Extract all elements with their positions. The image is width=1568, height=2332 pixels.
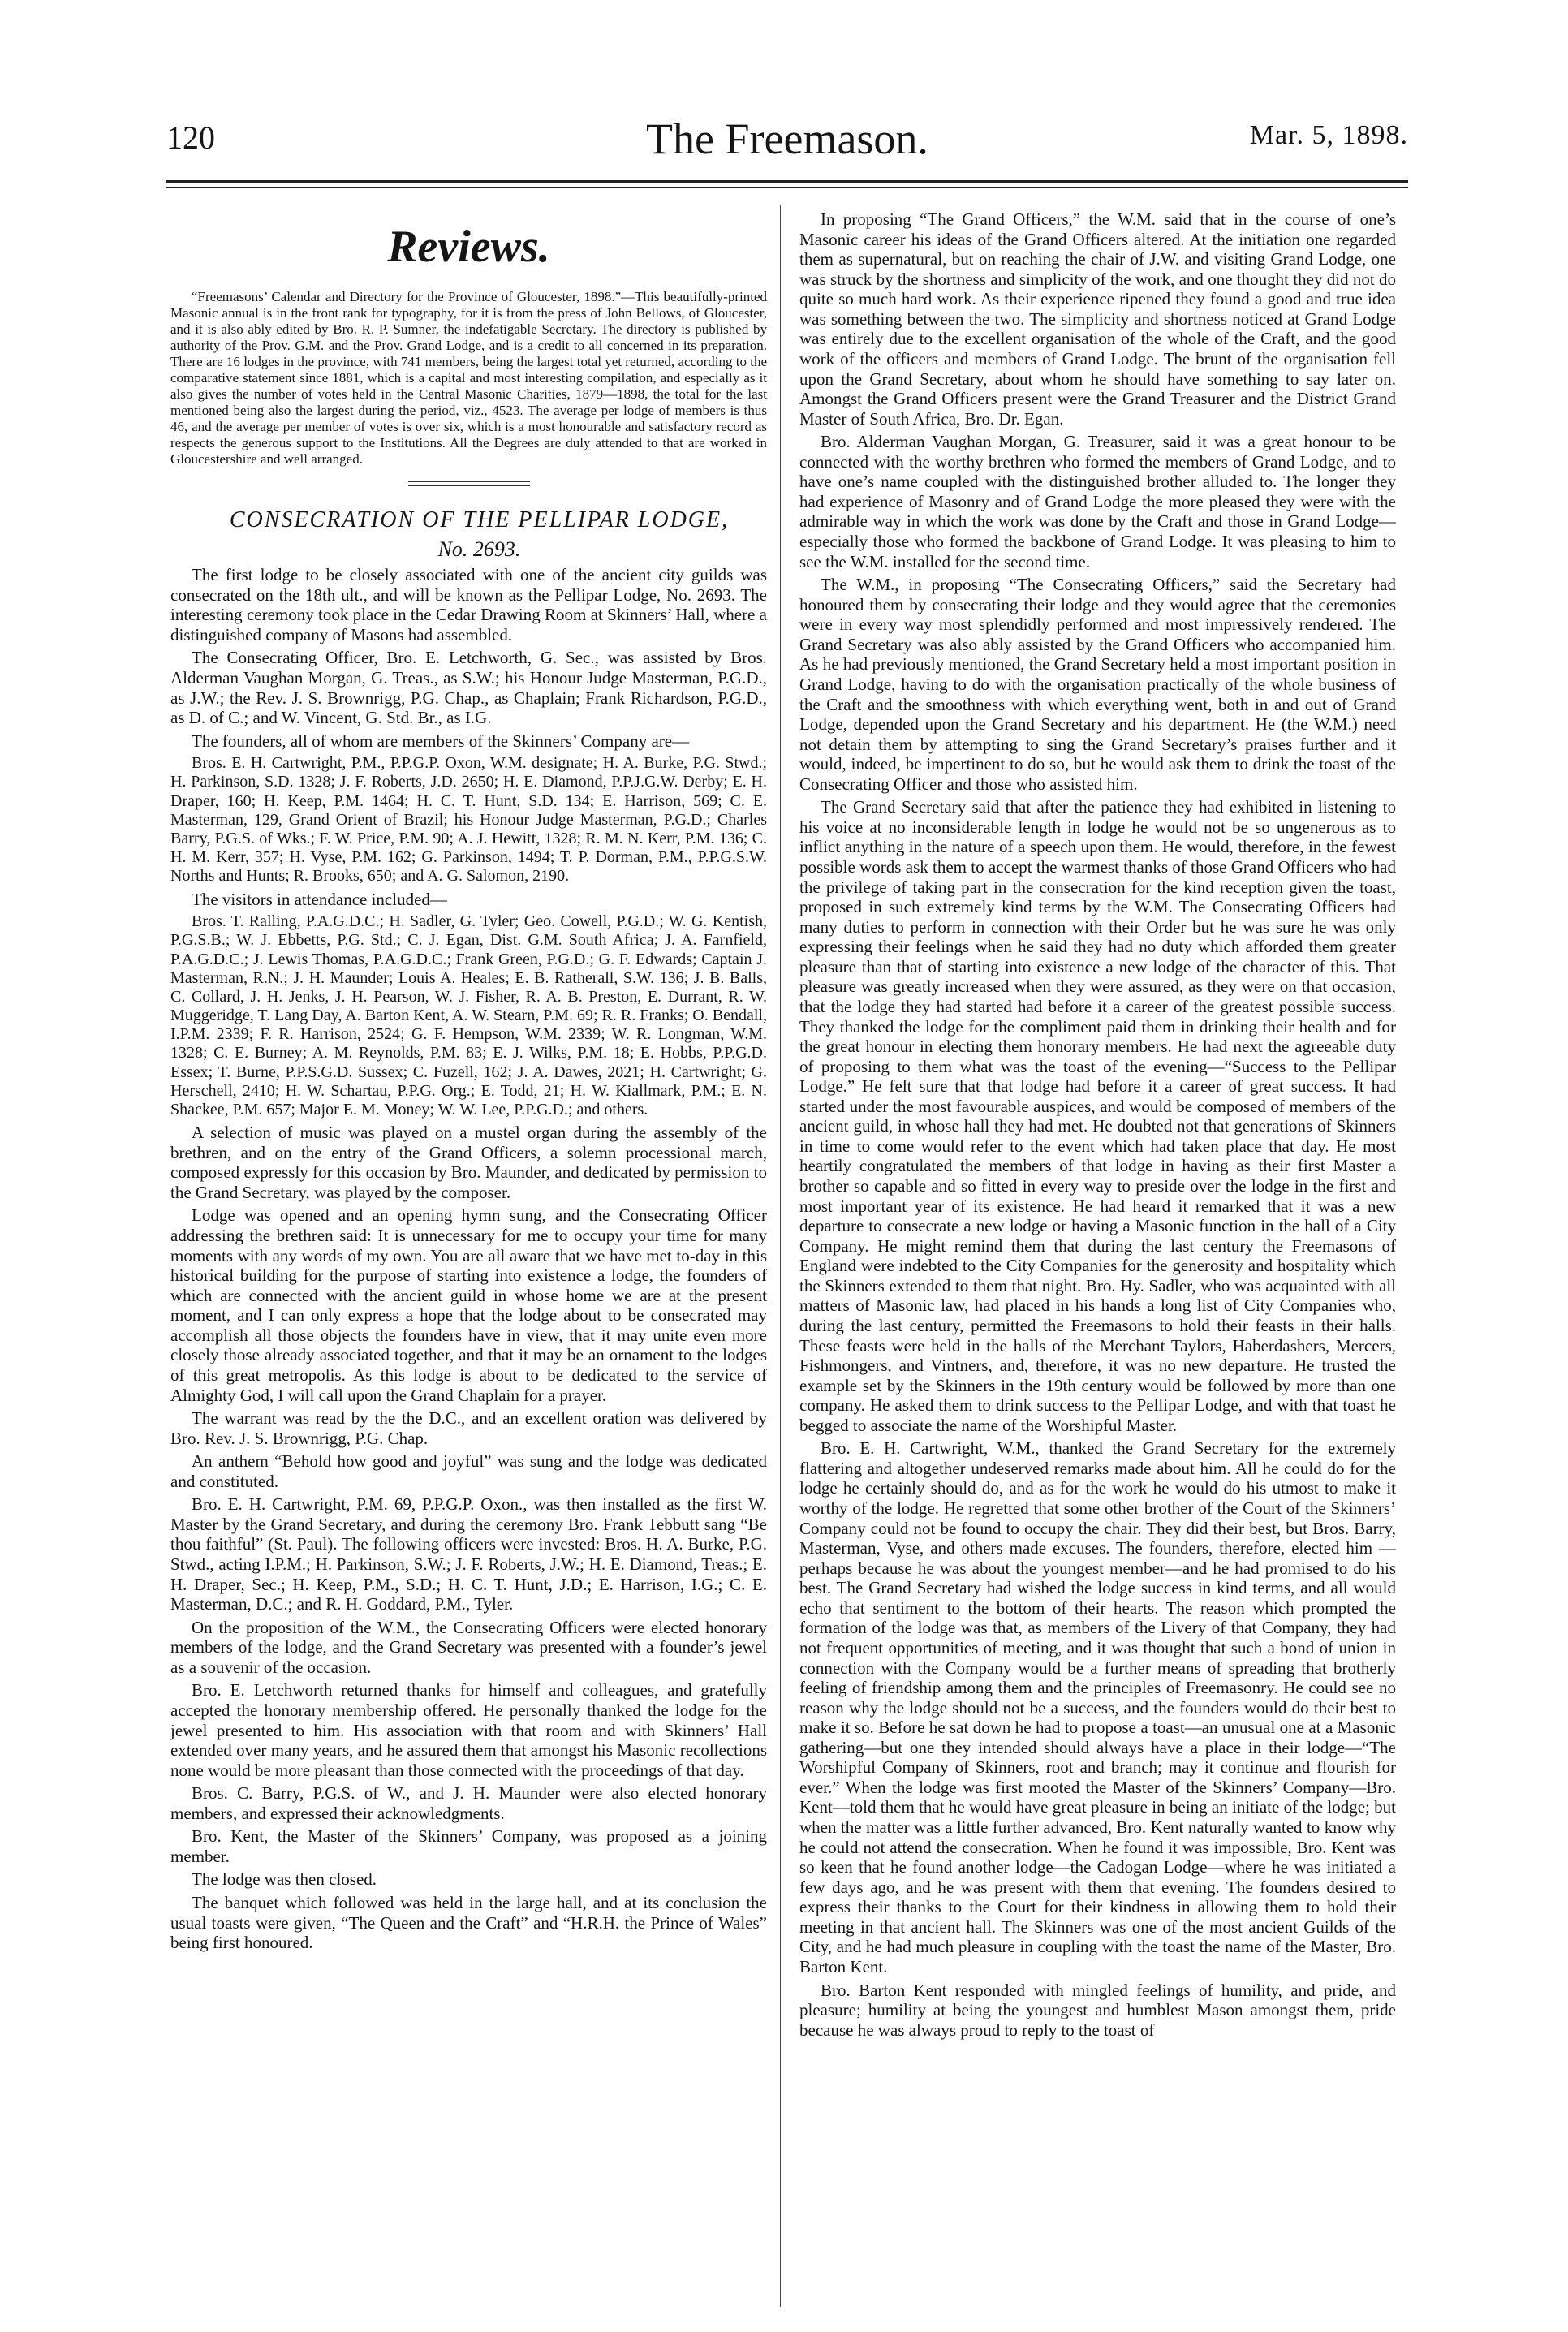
article-paragraph: The banquet which followed was held in the large hall, and at its conclusion the usual toasts were given, “The Queen and the Craft” and “H.R.H. the Prince of Wales” being first honoured. bbox=[170, 1893, 767, 1953]
founders-list: Bros. E. H. Cartwright, P.M., P.P.G.P. Oxon, W.M. designate; H. A. Burke, P.G. Stwd.; H. Parkinson, S.D. 1328; J. F. Roberts, J.D. 2650; H. E. Diamond, P.P.J.G.W. Derby; E. H. Draper, 160; H. Keep, P.M. 1464; H. C. T. Hunt, S.D. 134; E. Harrison, 569; C. E. Masterman, 129, Grand Orient of Brazil; his Honour Judge Masterman, P.G.D.; Charles Barry, P.G.S. of Wks.; F. W. Price, P.M. 90; A. J. Hewitt, 1328; R. M. N. Kerr, P.M. 136; C. H. M. Kerr, 357; H. Vyse, P.M. 162; G. Parkinson, 1494; T. P. Dorman, P.M., P.P.G.S.W. Norths and Hunts; R. Brooks, 650; and A. G. Salomon, 2190. bbox=[170, 754, 767, 886]
article-paragraph: Bro. Kent, the Master of the Skinners’ Company, was proposed as a joining member. bbox=[170, 1826, 767, 1866]
article-paragraph: Bro. E. Letchworth returned thanks for himself and colleagues, and gratefully accepted the honorary membership offered. He personally thanked the lodge for the jewel presented to him. His association with that room and with Skinners’ Hall extended over many years, and he assured them that amongst his Masonic recollections none would be more pleasant than those connected with the proceedings of that day. bbox=[170, 1680, 767, 1780]
article-paragraph: Bro. Alderman Vaughan Morgan, G. Treasurer, said it was a great honour to be connected with the worthy brethren who formed the members of Grand Lodge, and to have one’s name coupled with the distinguished brother alluded to. The longer they had experience of Masonry and of Grand Lodge the more pleased they were with the admirable way in which the work was done by the Craft and those in Grand Lodge—especially those who formed the backbone of Grand Lodge. It was pleasing to him to see the W.M. installed for the second time. bbox=[799, 432, 1396, 571]
article-paragraph: Bros. C. Barry, P.G.S. of W., and J. H. Maunder were also elected honorary members, and expressed their acknowledgments. bbox=[170, 1783, 767, 1823]
article-paragraph: Bro. Barton Kent responded with mingled feelings of humility, and pride, and pleasure; humility at being the youngest and humblest Mason amongst them, pride because he was always proud to reply to the toast of bbox=[799, 1980, 1396, 2040]
masthead-rule-thin bbox=[166, 187, 1408, 188]
review-paragraph: “Freemasons’ Calendar and Directory for the Province of Gloucester, 1898.”—This beautifully-printed Masonic annual is in the front rank for typography, for it is from the press of John Bellows, of Gloucester, and it is also ably edited by Bro. R. P. Sumner, the indefatigable Secretary. The directory is published by authority of the Prov. G.M. and the Prov. Grand Lodge, and is a credit to all concerned in its preparation. There are 16 lodges in the province, with 741 members, being the largest total yet returned, according to the comparative statement since 1881, which is a capital and most interesting compilation, and especially as it also gives the number of votes held in the Central Masonic Charities, 1879—1898, the total for the last mentioned being also the largest during the period, viz., 4523. The average per lodge of members is thus 46, and the average per member of votes is over six, which is a most honourable and satisfactory record as respects the generous support to the Institutions. All the Degrees are duly attended to that are worked in Gloucestershire and well arranged. bbox=[170, 288, 767, 467]
article-paragraph: The founders, all of whom are members of the Skinners’ Company are— bbox=[192, 731, 690, 751]
article-paragraph: The Grand Secretary said that after the patience they had exhibited in listening to his voice at no inconsiderable length in lodge he would not be so ungenerous as to inflict anything in the nature of a speech upon them. He would, therefore, in the fewest possible words ask them to accept the warmest thanks of those Grand Officers who had the privilege of taking part in the consecration for the kind reception given the toast, proposed in such extremely kind terms by the W.M. The Consecrating Officers had many duties to perform in connection with their Order but he was sure he was only expressing their feelings when he said they had no duty which afforded them greater pleasure than that of starting into existence a new lodge of the character of this. That pleasure was greatly increased when they were assured, as they were on that occasion, that the lodge they had started had before it a career of the greatest possible success. They thanked the lodge for the compliment paid them in drinking their health and for the great honour in electing them honorary members. He had next the agreeable duty of proposing to them what was the toast of the evening—“Success to the Pellipar Lodge.” He felt sure that that lodge had before it a career of great success. It had started under the most favourable auspices, and would be composed of members of the ancient guild, in whose hall they had met. He doubted not that generations of Skinners in time to come would refer to the event which had taken place that day. He most heartily congratulated the members of that lodge in having as their first Master a brother so capable and so fitted in every way to preside over the lodge in the first and most important year of its existence. He had heard it remarked that it was a new departure to consecrate a new lodge or having a Masonic function in the hall of a City Company. He might remind them that during the last century the Freemasons of England were indebted to the City Companies for the generosity and hospitality which the Skinners extended to them that night. Bro. Hy. Sadler, who was acquainted with all matters of Masonic law, had placed in his hands a long list of City Companies who, during the last century, permitted the Freemasons to hold their feasts in their halls. These feasts were held in the halls of the Merchant Taylors, Haberdashers, Mercers, Fishmongers, and Vintners, and, therefore, it was no new departure. He trusted the example set by the Skinners in the 19th century would be followed by more than one company. He asked them to drink success to the Pellipar Lodge, and with that toast he begged to associate the name of the Worshipful Master. bbox=[799, 797, 1396, 1435]
left-column bbox=[170, 209, 767, 2304]
article-paragraph: The lodge was then closed. bbox=[192, 1869, 377, 1890]
masthead bbox=[166, 114, 1408, 179]
column-divider bbox=[780, 205, 781, 2307]
masthead-rule bbox=[166, 180, 1408, 183]
issue-date: Mar. 5, 1898. bbox=[1249, 120, 1408, 150]
visitors-list: Bros. T. Ralling, P.A.G.D.C.; H. Sadler, G. Tyler; Geo. Cowell, P.G.D.; W. G. Kentish, P.G.S.B.; W. J. Ebbetts, P.G. Std.; C. J. Egan, Dist. G.M. South Africa; J. A. Farnfield, P.A.G.D.C.; J. Lewis Thomas, P.A.G.D.C.; Frank Green, P.G.D.; G. F. Edwards; Captain J. Masterman, R.N.; J. H. Maunder; Louis A. Heales; E. B. Ratherall, S.W. 136; J. B. Balls, C. Collard, J. H. Jenks, J. H. Pearson, W. J. Fisher, R. A. B. Preston, E. Durrant, R. W. Muggeridge, T. Lang Day, A. Barton Kent, A. W. Stearn, P.M. 69; R. R. Franks; O. Bendall, I.P.M. 2339; F. R. Harrison, 2524; G. F. Hempson, W.M. 2339; W. R. Longman, W.M. 1328; C. E. Burney; A. M. Reynolds, P.M. 83; E. J. Wilks, P.M. 18; E. Hobbs, P.P.G.D. Essex; T. Burne, P.P.S.G.D. Sussex; C. Fuzell, 162; J. A. Dawes, 2021; H. Cartwright; G. Herschell, 2410; H. W. Schartau, P.P.G. Org.; E. Todd, 21; H. W. Kiallmark, P.M.; E. N. Shackee, P.M. 657; Major E. M. Money; W. W. Lee, P.P.G.D.; and others. bbox=[170, 912, 767, 1119]
article-paragraph: The W.M., in proposing “The Consecrating Officers,” said the Secretary had honoured them by consecrating their lodge and they would agree that the ceremonies were in every way most splendidly performed and most impressively rendered. The Grand Secretary was also ably assisted by the Grand Officers who accompanied him. As he had previously mentioned, the Grand Secretary held a most important position in Grand Lodge, having to do with the organisation practically of the whole business of the Craft and the smoothness with which everything went, both in and out of Grand Lodge, depended upon the Grand Secretary and his department. He (the W.M.) need not detain them by attempting to sing the Grand Secretary’s praises further and it would, indeed, be impertinent to do so, but he would ask them to drink the toast of the Consecrating Officer and those who assisted him. bbox=[799, 575, 1396, 794]
section-divider-thin bbox=[408, 485, 530, 486]
page-number: 120 bbox=[166, 119, 215, 156]
article-paragraph: The Consecrating Officer, Bro. E. Letchworth, G. Sec., was assisted by Bros. Alderman Vaughan Morgan, G. Treas., as S.W.; his Honour Judge Masterman, P.G.D., as J.W.; the Rev. J. S. Brownrigg, P.G. Chap., as Chaplain; Frank Richardson, P.G.D., as D. of C.; and W. Vincent, G. Std. Br., as I.G. bbox=[170, 648, 767, 728]
article-paragraph: On the proposition of the W.M., the Consecrating Officers were elected honorary members of the lodge, and the Grand Secretary was presented with a founder’s jewel as a souvenir of the occasion. bbox=[170, 1617, 767, 1677]
publication-title: The Freemason. bbox=[646, 114, 928, 163]
article-paragraph: Lodge was opened and an opening hymn sung, and the Consecrating Officer addressing the brethren said: It is unnecessary for me to occupy your time for many moments with any words of my own. You are all aware that we have met to-day in this historical building for the purpose of starting into existence a lodge, the founders of which are connected with the ancient guild in whose home we are at the present moment, and I can only express a hope that the lodge about to be consecrated may accomplish all those objects the founders have in view, that it may unite even more closely those already associated together, and that it may be an ornament to the lodges of this great metropolis. As this lodge is about to be dedicated to the service of Almighty God, I will call upon the Grand Chaplain for a prayer. bbox=[170, 1205, 767, 1405]
article-heading: CONSECRATION OF THE PELLIPAR LODGE, bbox=[229, 507, 730, 533]
right-column bbox=[799, 209, 1396, 2304]
article-paragraph: In proposing “The Grand Officers,” the W.M. said that in the course of one’s Masonic career his ideas of the Grand Officers altered. At the initiation one regarded them as supernatural, but on reaching the chair of J.W. and visiting Grand Lodge, one was struck by the shortness and simplicity of the work, and one thought they did not do quite so much hard work. As their experience ripened they found a good and true idea was something between the two. The simplicity and shortness noticed at Grand Lodge was entirely due to the excellent organisation of the whole of the Craft, and the good work of the officers and members of Grand Lodge. The brunt of the organisation fell upon the Grand Secretary, about whom he should have something to say later on. Amongst the Grand Officers present were the Grand Treasurer and the District Grand Master of South Africa, Bro. Dr. Egan. bbox=[799, 209, 1396, 429]
article-paragraph: An anthem “Behold how good and joyful” was sung and the lodge was dedicated and constituted. bbox=[170, 1451, 767, 1491]
article-heading-number: No. 2693. bbox=[437, 537, 521, 561]
article-paragraph: The warrant was read by the the D.C., and an excellent oration was delivered by Bro. Rev. J. S. Brownrigg, P.G. Chap. bbox=[170, 1408, 767, 1448]
section-divider bbox=[408, 481, 530, 482]
article-paragraph: Bro. E. H. Cartwright, W.M., thanked the Grand Secretary for the extremely flattering and altogether undeserved remarks made about him. All he could do for the lodge he certainly should do, and as for the work he would do his utmost to make it worthy of the lodge. He regretted that some other brother of the Court of the Skinners’ Company could not be found to occupy the chair. They did their best, but Bros. Barry, Masterman, Vyse, and others made excuses. The founders, therefore, elected him —perhaps because he was about the youngest member—and he had promised to do his best. The Grand Secretary had wished the lodge success in kind terms, and all would echo that sentiment to the bottom of their hearts. The reason which prompted the formation of the lodge was that, as members of the Livery of that Company, they had not frequent opportunities of meeting, and it was thought that such a bond of union in connection with the Company would be a further means of spreading that brotherly feeling of friendship among them and the principles of Freemasonry. He could see no reason why the lodge should not be a success, and the founders would do their best to make it so. Before he sat down he had to propose a toast—an unusual one at a Masonic gathering—but one they intended should always have a place in their lodge—“The Worshipful Company of Skinners, root and branch; may it continue and flourish for ever.” When the lodge was first mooted the Master of the Skinners’ Company—Bro. Kent—told them that he would have great pleasure in being an initiate of the lodge; but when the matter was a little further advanced, Bro. Kent naturally wanted to know why he could not attend the consecration. When he found it was impossible, Bro. Kent was so keen that he found another lodge—the Cadogan Lodge—where he was initiated a few days ago, and he was present with them that evening. The founders desired to express their thanks to the Court for their kindness in allowing them to hold their meeting in that ancient hall. The Skinners was one of the most ancient Guilds of the City, and he had much pleasure in coupling with the toast the name of the Master, Bro. Barton Kent. bbox=[799, 1438, 1396, 1976]
article-paragraph: A selection of music was played on a mustel organ during the assembly of the brethren, and on the entry of the Grand Officers, a solemn processional march, composed expressly for this occasion by Bro. Maunder, and dedicated by permission to the Grand Secretary, was played by the composer. bbox=[170, 1123, 767, 1202]
article-paragraph: Bro. E. H. Cartwright, P.M. 69, P.P.G.P. Oxon., was then installed as the first W. Master by the Grand Secretary, and during the ceremony Bro. Frank Tebbutt sang “Be thou faithful” (St. Paul). The following officers were invested: Bros. H. A. Burke, P.G. Stwd., acting I.P.M.; H. Parkinson, S.W.; J. F. Roberts, J.W.; H. E. Diamond, Treas.; E. H. Draper, Sec.; H. Keep, P.M., S.D.; H. C. T. Hunt, J.D.; E. Harrison, I.G.; C. E. Masterman, D.C.; and R. H. Goddard, P.M., Tyler. bbox=[170, 1494, 767, 1614]
article-paragraph: The visitors in attendance included— bbox=[192, 889, 447, 909]
section-title: Reviews. bbox=[387, 222, 550, 272]
article-paragraph: The first lodge to be closely associated with one of the ancient city guilds was consecrated on the 18th ult., and will be known as the Pellipar Lodge, No. 2693. The interesting ceremony took place in the Cedar Drawing Room at Skinners’ Hall, where a distinguished company of Masons had assembled. bbox=[170, 565, 767, 644]
